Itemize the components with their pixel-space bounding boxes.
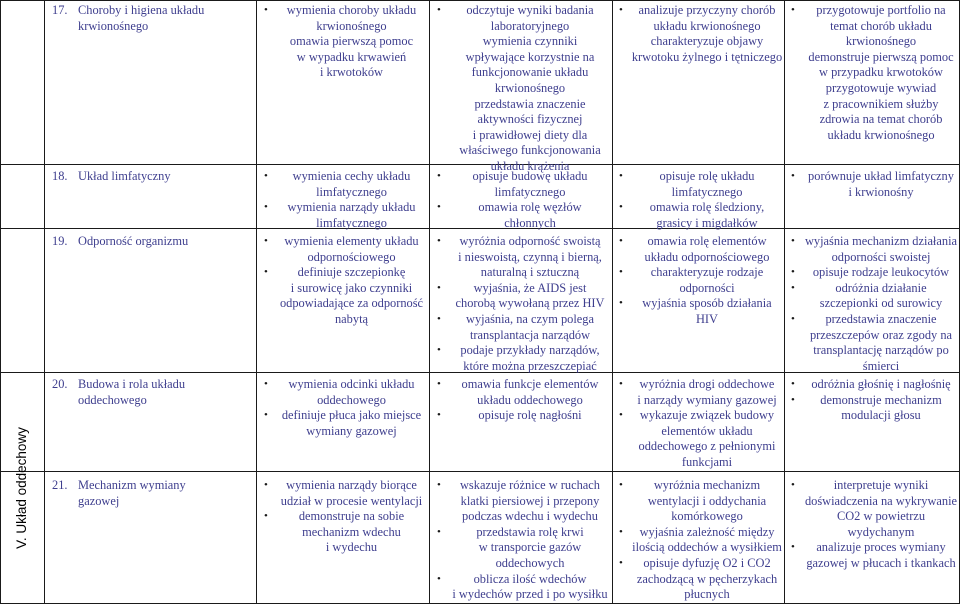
requirement-line: krwionośnego bbox=[845, 34, 917, 49]
requirement-item bbox=[617, 265, 783, 296]
requirement-item bbox=[262, 265, 427, 327]
requirement-list bbox=[789, 169, 959, 200]
topic-title-continued: gazowej bbox=[78, 493, 120, 508]
requirement-line: • omawia funkcje elementów bbox=[461, 377, 599, 391]
topic-title: Choroby i higiena układu bbox=[78, 3, 205, 17]
topic-title: Mechanizm wymiany bbox=[78, 478, 186, 492]
requirement-line: naturalną i sztuczną bbox=[480, 265, 580, 280]
column-divider bbox=[44, 0, 45, 604]
requirement-cell bbox=[262, 377, 427, 471]
requirement-list bbox=[789, 377, 959, 424]
requirement-item bbox=[789, 377, 959, 393]
column-divider bbox=[784, 0, 785, 604]
requirement-line: • wyjaśnia, że AIDS jest bbox=[473, 280, 587, 295]
requirement-line: chłonnych bbox=[504, 215, 556, 230]
requirement-list bbox=[617, 169, 783, 231]
requirement-item bbox=[789, 478, 959, 540]
requirement-line: • porównuje układ limfatyczny bbox=[808, 169, 954, 183]
column-divider bbox=[256, 0, 257, 604]
requirement-cell bbox=[435, 169, 611, 230]
requirement-item bbox=[789, 265, 959, 281]
requirement-line: elementów układu bbox=[661, 423, 753, 438]
requirement-line: które można przeszczepiać bbox=[463, 358, 597, 373]
requirement-line: układu oddechowego bbox=[477, 392, 583, 407]
requirement-item bbox=[435, 478, 611, 525]
requirement-line: wydychanym bbox=[847, 524, 915, 539]
requirement-item bbox=[262, 169, 427, 200]
requirement-line: układu krwionośnego bbox=[653, 18, 761, 33]
requirement-line: i prawidłowej diety dla bbox=[472, 127, 588, 142]
requirement-list bbox=[262, 377, 427, 439]
requirement-line: • opisuje budowę układu bbox=[472, 169, 588, 183]
requirement-item bbox=[789, 3, 959, 50]
requirement-cell bbox=[262, 478, 427, 602]
topic-cell bbox=[48, 377, 254, 471]
requirement-line: • omawia rolę śledziony, bbox=[649, 200, 765, 215]
requirement-line: odpowiadające za odporność bbox=[279, 296, 424, 311]
section-label bbox=[0, 372, 44, 604]
topic-line bbox=[52, 3, 254, 19]
requirement-line: • demonstruje mechanizm bbox=[820, 392, 942, 407]
requirement-list bbox=[262, 478, 427, 556]
topic-title-continued: krwionośnego bbox=[78, 18, 149, 33]
requirement-line: • analizuje przyczyny chorób bbox=[638, 3, 776, 17]
requirement-line: klatki piersiowej i przepony bbox=[460, 493, 600, 508]
requirement-line: odporności bbox=[679, 280, 735, 295]
requirement-line: • wyróżnia mechanizm bbox=[653, 478, 761, 492]
topic-title: Układ limfatyczny bbox=[78, 169, 171, 183]
topic-line bbox=[52, 169, 254, 185]
requirement-line: krwionośnego bbox=[316, 18, 387, 33]
requirement-cell bbox=[435, 478, 611, 602]
requirement-line: przeszczepów oraz zgody na bbox=[809, 327, 953, 342]
requirement-list bbox=[617, 478, 783, 603]
requirement-line: • odróżnia działanie bbox=[835, 280, 927, 295]
requirement-list bbox=[435, 478, 611, 603]
requirement-line: • wymienia choroby układu bbox=[286, 3, 417, 17]
requirement-line: limfatycznego bbox=[494, 184, 566, 199]
requirement-line: • wyjaśnia zależność między bbox=[639, 524, 775, 539]
requirement-line: • wyjaśnia mechanizm działania bbox=[804, 234, 958, 248]
topic-number: 21. bbox=[52, 478, 68, 492]
requirement-line: CO2 w powietrzu bbox=[836, 509, 926, 524]
requirement-item bbox=[262, 3, 427, 34]
requirement-item bbox=[617, 478, 783, 525]
requirement-list bbox=[262, 169, 427, 231]
requirement-item bbox=[435, 281, 611, 312]
requirement-item bbox=[617, 234, 783, 265]
requirement-line: podczas wdechu i wydechu bbox=[462, 509, 598, 524]
requirement-item bbox=[617, 3, 783, 34]
topic-cell bbox=[48, 234, 254, 372]
requirement-line: • interpretuje wyniki bbox=[833, 478, 929, 492]
requirement-line: HIV bbox=[695, 311, 719, 326]
requirement-item bbox=[435, 572, 611, 603]
requirement-line: temat chorób układu bbox=[830, 18, 932, 33]
requirement-line: • wykazuje związek budowy bbox=[639, 408, 775, 423]
requirement-cell bbox=[262, 169, 427, 230]
requirement-line: • oblicza ilość wdechów bbox=[473, 571, 587, 586]
requirement-item bbox=[435, 200, 611, 231]
requirement-line: przedstawia znaczenie bbox=[474, 96, 586, 111]
topic-title: Budowa i rola układu bbox=[78, 377, 186, 391]
requirement-line: i krwotoków bbox=[320, 65, 383, 80]
topic-title-continued: oddechowego bbox=[78, 392, 147, 407]
requirement-line: właściwego funkcjonowania bbox=[459, 143, 601, 158]
requirement-cell bbox=[617, 3, 783, 163]
requirement-item bbox=[435, 34, 611, 96]
topic-cell bbox=[48, 478, 254, 602]
requirement-item bbox=[262, 200, 427, 231]
requirement-cell bbox=[435, 234, 611, 372]
requirement-line: śmierci bbox=[862, 358, 900, 373]
requirement-line: modulacji głosu bbox=[841, 408, 921, 423]
requirement-line: układu odpornościowego bbox=[644, 249, 770, 264]
requirement-line: transplantacja narządów bbox=[469, 327, 591, 342]
topic-number: 18. bbox=[52, 169, 68, 183]
requirement-line: funkcjonowanie układu bbox=[471, 65, 589, 80]
requirement-item bbox=[617, 408, 783, 470]
requirement-list bbox=[617, 3, 783, 65]
requirement-item bbox=[262, 408, 427, 439]
requirement-line: zachodzącą w pęcherzykach bbox=[636, 571, 778, 586]
topic-line bbox=[52, 478, 254, 494]
requirement-line: i surowicę jako czynniki bbox=[290, 280, 413, 295]
requirement-cell bbox=[435, 3, 611, 173]
requirement-item bbox=[617, 169, 783, 200]
requirement-line: transplantację narządów po bbox=[813, 343, 949, 358]
requirement-line: • wymienia narządy układu bbox=[287, 200, 416, 215]
requirement-item bbox=[262, 478, 427, 509]
column-divider bbox=[429, 0, 430, 604]
requirement-cell bbox=[617, 478, 783, 602]
requirement-line: doświadczenia na wykrywanie bbox=[804, 493, 958, 508]
requirement-list bbox=[262, 3, 427, 81]
topic-number: 17. bbox=[52, 3, 68, 17]
requirement-line: demonstruje pierwszą pomoc bbox=[808, 49, 954, 64]
requirement-line: • opisuje dyfuzję O2 i CO2 bbox=[643, 555, 771, 570]
requirement-cell bbox=[262, 234, 427, 372]
requirement-item bbox=[435, 97, 611, 175]
requirement-cell bbox=[789, 169, 959, 227]
row-divider bbox=[0, 0, 960, 1]
requirement-line: układu krążenia bbox=[490, 158, 570, 173]
requirement-item bbox=[435, 169, 611, 200]
requirement-line: komórkowego bbox=[671, 509, 743, 524]
requirement-line: mechanizm wdechu bbox=[302, 524, 401, 539]
requirement-line: • wymienia elementy układu bbox=[284, 234, 419, 248]
requirement-item bbox=[262, 234, 427, 265]
topic-cell bbox=[48, 3, 254, 163]
requirement-line: • przedstawia znaczenie bbox=[825, 311, 937, 326]
requirement-line: limfatycznego bbox=[671, 184, 743, 199]
requirement-line: • opisuje rolę układu bbox=[659, 169, 755, 183]
requirement-line: • definiuje szczepionkę bbox=[297, 265, 406, 280]
requirement-line: oddechowych bbox=[495, 555, 565, 570]
requirement-list bbox=[435, 3, 611, 175]
requirement-item bbox=[789, 312, 959, 374]
requirement-item bbox=[435, 3, 611, 34]
requirement-item bbox=[262, 377, 427, 408]
requirement-line: chorobą wywołaną przez HIV bbox=[455, 296, 605, 311]
requirement-item bbox=[617, 200, 783, 231]
section-label-text: V. Układ oddechowy bbox=[14, 427, 30, 549]
requirement-line: aktywności fizycznej bbox=[477, 112, 583, 127]
requirement-line: ilością oddechów a wysiłkiem bbox=[632, 540, 782, 555]
requirement-line: • omawia rolę elementów bbox=[647, 234, 767, 248]
requirement-line: wpływające korzystnie na bbox=[465, 49, 595, 64]
requirement-list bbox=[435, 169, 611, 231]
requirement-list bbox=[435, 234, 611, 374]
requirement-line: laboratoryjnego bbox=[490, 18, 570, 33]
requirement-list bbox=[789, 478, 959, 572]
requirement-line: oddechowego z pełnionymi bbox=[638, 439, 776, 454]
requirement-item bbox=[789, 540, 959, 571]
requirement-list bbox=[789, 3, 959, 143]
requirement-list bbox=[435, 377, 611, 424]
requirement-line: przygotowuje wywiad bbox=[825, 80, 937, 95]
requirement-item bbox=[617, 296, 783, 327]
requirement-line: i nieswoistą, czynną i bierną, bbox=[458, 249, 602, 264]
requirement-line: zdrowia na temat chorób bbox=[819, 112, 943, 127]
requirement-line: • przedstawia rolę krwi bbox=[476, 524, 584, 539]
requirement-line: krwionośnego bbox=[494, 80, 566, 95]
requirement-line: krwotoku żylnego i tętniczego bbox=[631, 49, 783, 64]
requirement-item bbox=[435, 343, 611, 374]
row-divider bbox=[0, 471, 960, 472]
requirement-line: • wyróżnia drogi oddechowe bbox=[639, 377, 775, 391]
requirement-line: grasicy i migdałków bbox=[656, 215, 758, 230]
requirement-line: • wymienia odcinki układu bbox=[288, 377, 415, 391]
requirement-line: i wydechu bbox=[325, 540, 378, 555]
requirement-line: limfatycznego bbox=[316, 184, 387, 199]
requirement-item bbox=[435, 408, 611, 424]
requirement-line: • charakteryzuje rodzaje bbox=[650, 265, 764, 280]
requirement-item bbox=[262, 509, 427, 556]
requirement-line: • definiuje płuca jako miejsce bbox=[281, 408, 422, 423]
requirement-line: • wyróżnia odporność swoistą bbox=[459, 234, 601, 248]
requirement-line: w transporcie gazów bbox=[478, 540, 582, 555]
requirement-item bbox=[789, 393, 959, 424]
requirement-line: • przygotowuje portfolio na bbox=[816, 3, 946, 17]
requirement-item bbox=[789, 281, 959, 312]
requirement-list bbox=[617, 234, 783, 328]
requirement-cell bbox=[617, 169, 783, 230]
requirement-line: płucnych bbox=[684, 587, 730, 602]
requirement-line: gazowej w płucach i tkankach bbox=[806, 555, 956, 570]
requirement-line: wymiany gazowej bbox=[306, 423, 397, 438]
requirement-list bbox=[789, 234, 959, 374]
column-divider bbox=[612, 0, 613, 604]
requirement-list bbox=[262, 234, 427, 328]
requirement-item bbox=[435, 234, 611, 281]
requirement-cell bbox=[617, 234, 783, 372]
requirement-line: i narządy wymiany gazowej bbox=[637, 392, 777, 407]
requirement-line: odpornościowego bbox=[307, 249, 396, 264]
requirement-item bbox=[617, 34, 783, 65]
requirement-line: w przypadku krwotoków bbox=[819, 65, 943, 80]
requirement-cell bbox=[789, 377, 959, 471]
requirement-line: • podaje przykłady narządów, bbox=[460, 343, 600, 358]
requirement-line: nabytą bbox=[334, 311, 369, 326]
topic-line bbox=[52, 234, 254, 250]
requirement-item bbox=[789, 169, 959, 200]
requirement-line: • wyjaśnia, na czym polega bbox=[466, 311, 594, 326]
requirement-item bbox=[617, 556, 783, 603]
requirement-line: • odczytuje wyniki badania bbox=[466, 3, 594, 17]
requirement-cell bbox=[789, 478, 959, 602]
requirement-item bbox=[435, 377, 611, 408]
requirement-item bbox=[435, 525, 611, 572]
requirement-item bbox=[789, 234, 959, 265]
topic-number: 19. bbox=[52, 234, 68, 248]
requirement-line: omawia pierwszą pomoc bbox=[289, 34, 414, 49]
requirement-line: w wypadku krwawień bbox=[296, 49, 407, 64]
requirement-line: • wskazuje różnice w ruchach bbox=[459, 478, 600, 492]
requirement-line: • wymienia narządy biorące bbox=[286, 478, 417, 492]
requirement-cell bbox=[789, 3, 959, 163]
requirement-line: z pracownikiem służby bbox=[823, 96, 939, 111]
requirement-line: • wymienia cechy układu bbox=[292, 169, 411, 183]
requirement-line: • omawia rolę węzłów bbox=[478, 200, 582, 215]
requirement-line: oddechowego bbox=[317, 392, 386, 407]
requirement-line: • odróżnia głośnię i nagłośnię bbox=[811, 377, 951, 391]
requirement-list bbox=[617, 377, 783, 471]
requirement-cell bbox=[435, 377, 611, 471]
topic-title: Odporność organizmu bbox=[78, 234, 189, 248]
requirement-cell bbox=[789, 234, 959, 372]
topic-line bbox=[52, 377, 254, 393]
requirement-item bbox=[435, 312, 611, 343]
requirement-line: • opisuje rodzaje leukocytów bbox=[812, 265, 950, 280]
requirement-line: funkcjami bbox=[681, 454, 733, 469]
requirement-line: charakteryzuje objawy bbox=[650, 34, 764, 49]
requirement-line: • analizuje proces wymiany bbox=[816, 540, 946, 555]
requirement-line: • wyjaśnia sposób działania bbox=[642, 296, 772, 311]
requirement-line: wymienia czynniki bbox=[482, 34, 578, 49]
requirement-item bbox=[617, 525, 783, 556]
requirement-item bbox=[262, 34, 427, 81]
requirement-line: odporności swoistej bbox=[831, 249, 931, 264]
requirement-line: i wydechów przed i po wysiłku bbox=[452, 587, 608, 602]
topic-number: 20. bbox=[52, 377, 68, 391]
requirement-cell bbox=[617, 377, 783, 471]
requirement-item bbox=[617, 377, 783, 408]
requirement-cell bbox=[262, 3, 427, 163]
requirement-line: • opisuje rolę nagłośni bbox=[478, 408, 582, 423]
requirement-line: układu krwionośnego bbox=[827, 127, 935, 142]
requirement-line: i krwionośny bbox=[848, 184, 914, 199]
requirement-line: wentylacji i oddychania bbox=[647, 493, 767, 508]
requirement-item bbox=[789, 50, 959, 81]
requirement-item bbox=[789, 81, 959, 143]
requirement-line: szczepionki od surowicy bbox=[819, 296, 943, 311]
topic-cell bbox=[48, 169, 254, 227]
requirement-line: • demonstruje na sobie bbox=[298, 509, 405, 524]
requirement-line: udział w procesie wentylacji bbox=[280, 493, 423, 508]
requirement-line: limfatycznego bbox=[316, 215, 387, 230]
